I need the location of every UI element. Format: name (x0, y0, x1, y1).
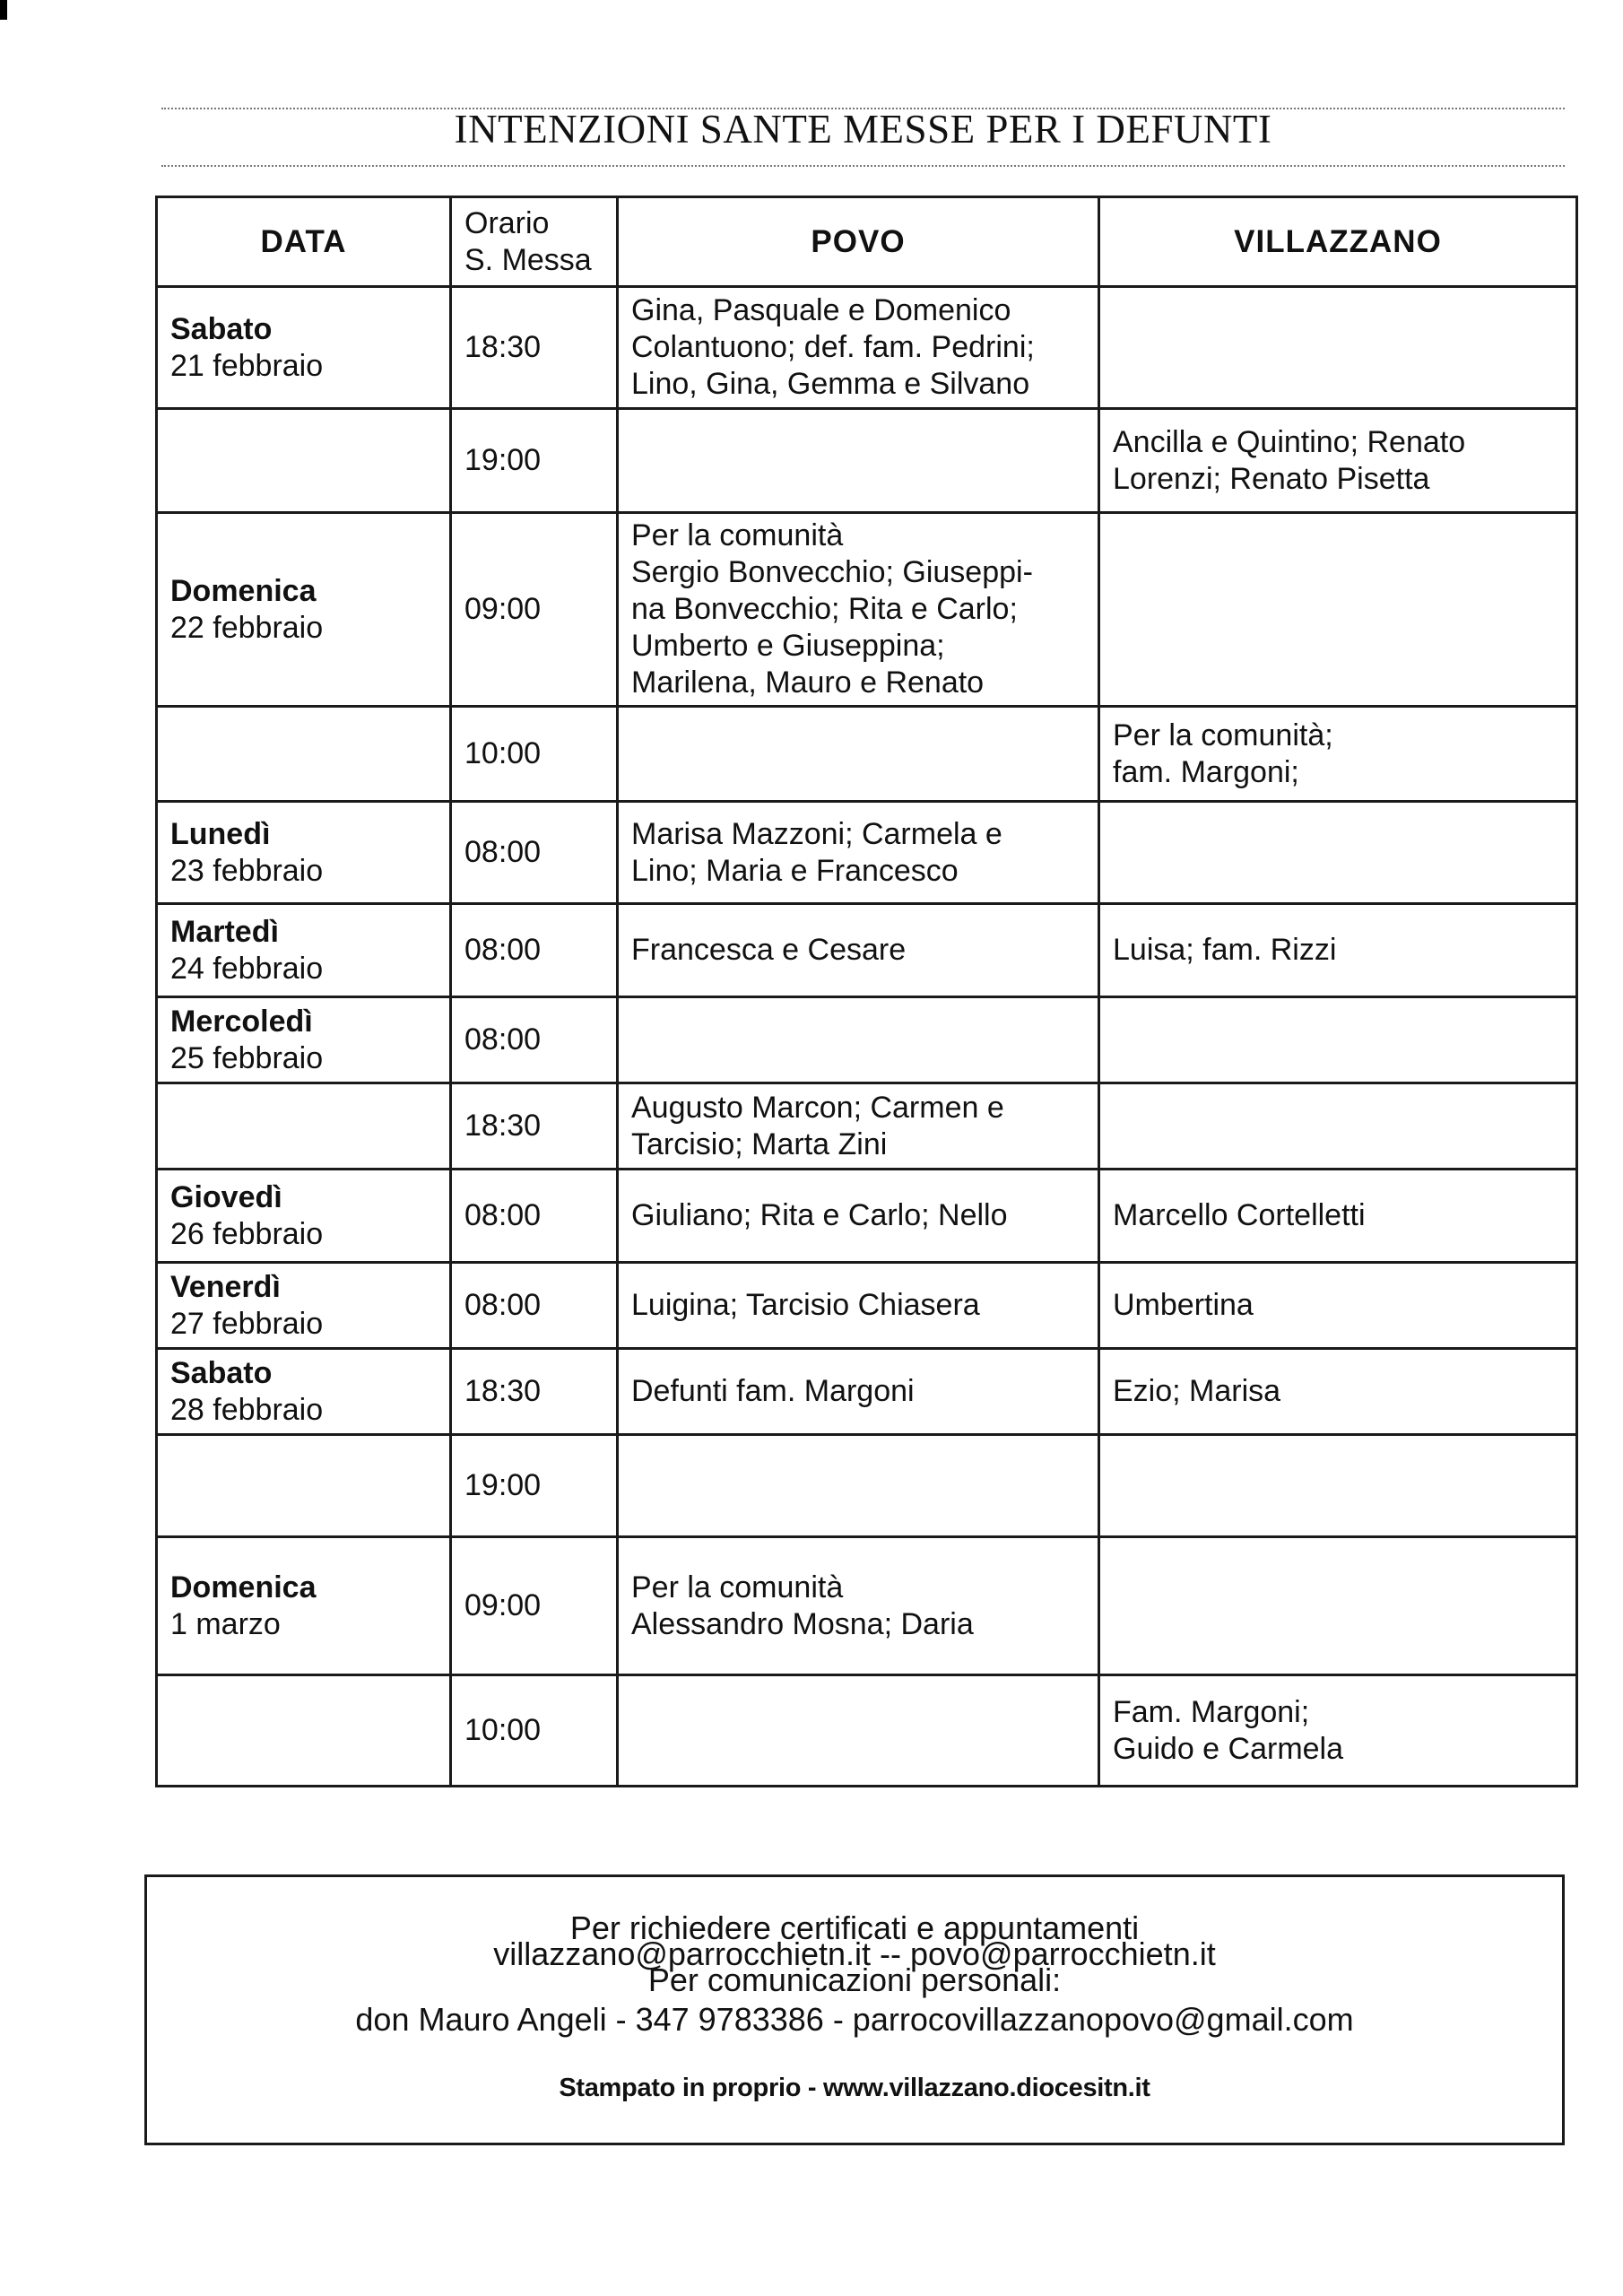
day-name: Martedì (170, 914, 279, 949)
contact-personal-heading: Per comunicazioni personali: (647, 1961, 1062, 1998)
povo-cell: Defunti fam. Margoni (618, 1349, 1099, 1435)
date-cell (157, 904, 451, 997)
time-cell: 08:00 (451, 997, 618, 1083)
povo-cell: Francesca e Cesare (618, 904, 1099, 997)
povo-cell (618, 997, 1099, 1083)
time-cell: 18:30 (451, 287, 618, 409)
date-cell (157, 1083, 451, 1170)
day-name: Mercoledì (170, 1004, 313, 1039)
time-cell: 08:00 (451, 1263, 618, 1349)
povo-cell (618, 1435, 1099, 1537)
contact-emails: villazzano@parrocchietn.it -- povo@parrocchietn.it (493, 1935, 1216, 1972)
table-row (157, 1170, 1577, 1263)
time-cell: 09:00 (451, 513, 618, 707)
date-cell (157, 1349, 451, 1435)
date-cell (157, 1537, 451, 1675)
day-name: Domenica (170, 1570, 317, 1605)
day-name: Lunedì (170, 816, 271, 851)
table-row (157, 1435, 1577, 1537)
mass-intentions-table (155, 196, 1578, 1787)
date-cell (157, 1170, 451, 1263)
print-note: Stampato in proprio - www.villazzano.diocesitn.it (559, 2074, 1150, 2102)
villazzano-cell (1099, 287, 1577, 409)
povo-cell (618, 1675, 1099, 1787)
date-cell (157, 997, 451, 1083)
villazzano-cell: Marcello Cortelletti (1099, 1170, 1577, 1263)
day-date: 21 febbraio (170, 348, 324, 383)
povo-cell: Marisa Mazzoni; Carmela e Lino; Maria e Francesco (618, 802, 1099, 904)
contact-priest: don Mauro Angeli - 347 9783386 - parrocovillazzanopovo@gmail.com (355, 2001, 1354, 2038)
povo-cell: Per la comunità Alessandro Mosna; Daria (618, 1537, 1099, 1675)
villazzano-cell: Umbertina (1099, 1263, 1577, 1349)
date-cell (157, 409, 451, 513)
date-cell (157, 287, 451, 409)
povo-cell (618, 409, 1099, 513)
day-date: 22 febbraio (170, 610, 324, 645)
table-header-row (157, 197, 1577, 287)
povo-cell: Giuliano; Rita e Carlo; Nello (618, 1170, 1099, 1263)
table-row (157, 1349, 1577, 1435)
povo-cell: Luigina; Tarcisio Chiasera (618, 1263, 1099, 1349)
time-cell: 08:00 (451, 802, 618, 904)
table-row (157, 1083, 1577, 1170)
table-row (157, 802, 1577, 904)
day-name: Venerdì (170, 1269, 281, 1304)
villazzano-cell (1099, 1435, 1577, 1537)
contact-box (144, 1874, 1565, 2145)
table-row (157, 997, 1577, 1083)
date-cell (157, 802, 451, 904)
date-cell (157, 1263, 451, 1349)
villazzano-cell: Ancilla e Quintino; Renato Lorenzi; Renato Pisetta (1099, 409, 1577, 513)
villazzano-cell (1099, 1537, 1577, 1675)
villazzano-cell: Luisa; fam. Rizzi (1099, 904, 1577, 997)
villazzano-cell: Per la comunità; fam. Margoni; (1099, 707, 1577, 802)
table-row (157, 707, 1577, 802)
povo-cell: Per la comunità Sergio Bonvecchio; Giuseppi- na Bonvecchio; Rita e Carlo; Umberto e Giuseppina; Marilena, Mauro e Renato (618, 513, 1099, 707)
villazzano-cell: Ezio; Marisa (1099, 1349, 1577, 1435)
table-row (157, 1263, 1577, 1349)
povo-cell (618, 707, 1099, 802)
day-date: 26 febbraio (170, 1216, 324, 1251)
table-row (157, 513, 1577, 707)
date-cell (157, 1435, 451, 1537)
povo-cell: Augusto Marcon; Carmen e Tarcisio; Marta Zini (618, 1083, 1099, 1170)
time-cell: 10:00 (451, 707, 618, 802)
page-title: INTENZIONI SANTE MESSE PER I DEFUNTI (454, 107, 1272, 152)
time-cell: 19:00 (451, 409, 618, 513)
header-povo: POVO (618, 197, 1099, 287)
scan-corner-mark (0, 0, 7, 20)
day-date: 28 febbraio (170, 1392, 324, 1427)
table-row (157, 409, 1577, 513)
day-date: 24 febbraio (170, 951, 324, 986)
header-date: DATA (157, 197, 451, 287)
time-cell: 08:00 (451, 904, 618, 997)
day-name: Giovedì (170, 1179, 282, 1214)
title-bottom-rule (161, 165, 1565, 167)
date-cell (157, 707, 451, 802)
time-cell: 18:30 (451, 1349, 618, 1435)
villazzano-cell (1099, 513, 1577, 707)
day-date: 23 febbraio (170, 853, 324, 888)
date-cell (157, 1675, 451, 1787)
header-time: Orario S. Messa (451, 197, 618, 287)
contact-certificates: Per richiedere certificati e appuntamenti (569, 1909, 1140, 1946)
date-cell (157, 513, 451, 707)
table-row (157, 904, 1577, 997)
day-name: Sabato (170, 311, 273, 346)
day-name: Domenica (170, 573, 317, 608)
table-body (157, 287, 1577, 1787)
day-name: Sabato (170, 1355, 273, 1390)
villazzano-cell (1099, 997, 1577, 1083)
day-date: 1 marzo (170, 1606, 281, 1641)
time-cell: 09:00 (451, 1537, 618, 1675)
villazzano-cell (1099, 1083, 1577, 1170)
day-date: 27 febbraio (170, 1306, 324, 1341)
table-row (157, 1537, 1577, 1675)
header-villazzano: VILLAZZANO (1099, 197, 1577, 287)
villazzano-cell: Fam. Margoni; Guido e Carmela (1099, 1675, 1577, 1787)
time-cell: 10:00 (451, 1675, 618, 1787)
povo-cell: Gina, Pasquale e Domenico Colantuono; def. fam. Pedrini; Lino, Gina, Gemma e Silvano (618, 287, 1099, 409)
day-date: 25 febbraio (170, 1040, 324, 1075)
time-cell: 08:00 (451, 1170, 618, 1263)
time-cell: 19:00 (451, 1435, 618, 1537)
villazzano-cell (1099, 802, 1577, 904)
table-row (157, 287, 1577, 409)
time-cell: 18:30 (451, 1083, 618, 1170)
table-row (157, 1675, 1577, 1787)
